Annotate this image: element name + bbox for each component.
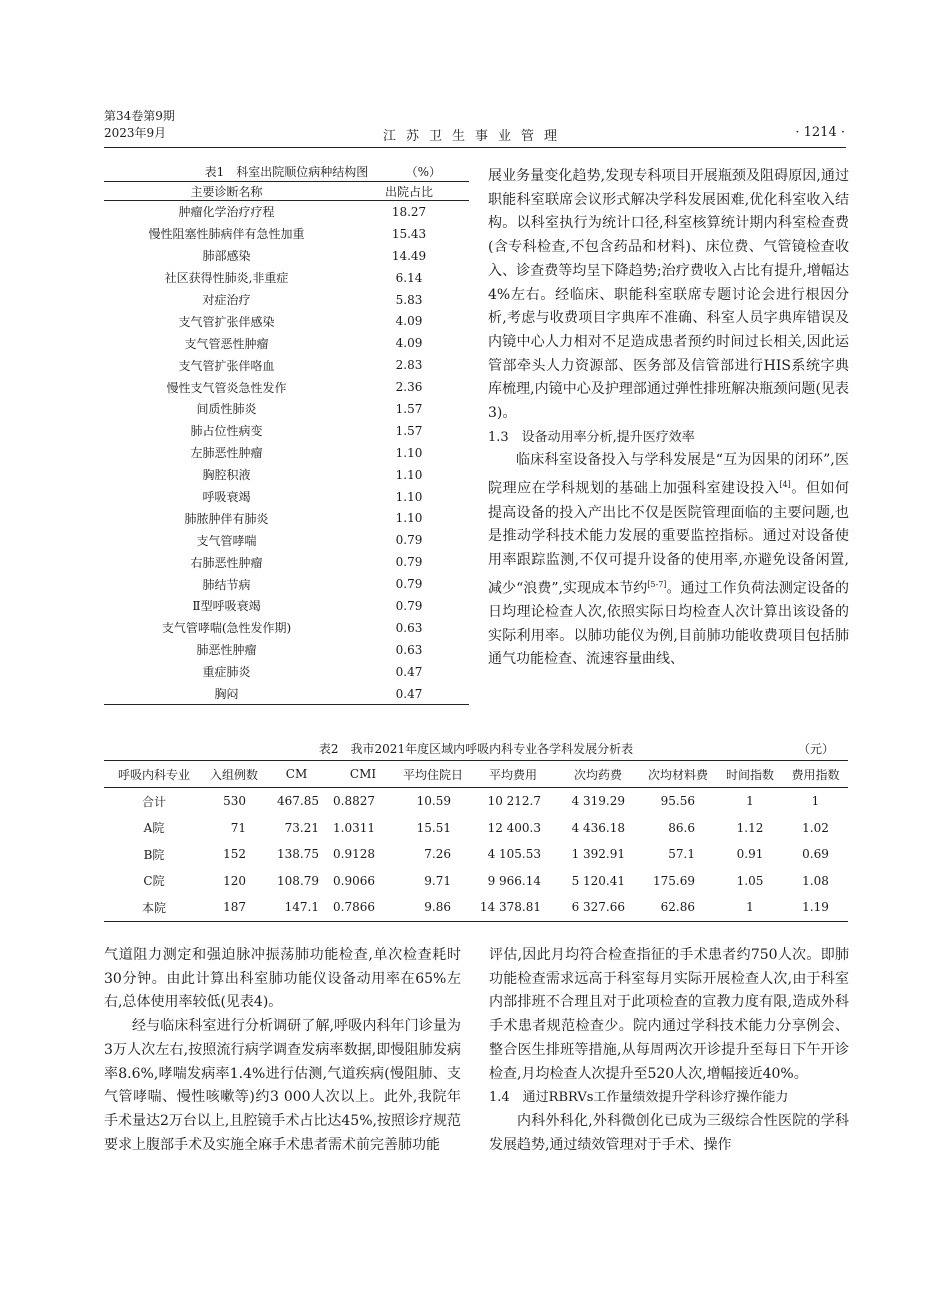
table2-row — [104, 815, 848, 842]
bottom-left-text — [104, 944, 461, 1157]
diagnosis-cell: 重症肺炎 — [202, 665, 251, 680]
table1-col-diagnosis: 主要诊断名称 — [104, 182, 349, 201]
bottom-right-text — [489, 944, 849, 1157]
table1-unit: （%） — [405, 165, 441, 179]
table2-cell: 0.9128 — [333, 847, 375, 862]
diagnosis-cell: 肺脓肿伴有肺炎 — [184, 511, 269, 526]
ratio-cell: 4.09 — [395, 314, 423, 329]
table1-header-row — [104, 182, 469, 201]
table2-cell: 9 966.14 — [487, 873, 541, 888]
table2-cell: 147.1 — [264, 894, 329, 921]
table2-col-header: 次均材料费 — [639, 761, 717, 788]
table2-caption: 表2 我市2021年度区域内呼吸内科专业各学科发展分析表 — [318, 742, 634, 756]
page-number: · 1214 · — [795, 125, 845, 140]
table2-cell: 0.69 — [802, 847, 829, 862]
ratio-cell: 0.63 — [395, 642, 423, 657]
table1-caption: 表1 科室出院顺位病种结构图 — [204, 165, 369, 179]
hospital-cell: A院 — [143, 821, 165, 836]
header-date: 2023年9月 — [104, 126, 167, 140]
table2-cell: 4 436.18 — [571, 820, 625, 835]
table2-cell: 62.86 — [639, 894, 717, 921]
diagnosis-cell: 慢性支气管炎急性发作 — [166, 380, 287, 395]
table2-col-header: 入组例数 — [204, 761, 264, 788]
table2-cell: 152 — [223, 847, 246, 862]
table2-cell: 86.6 — [668, 820, 695, 835]
table2-cell: 175.69 — [653, 873, 695, 888]
hospital-cell: B院 — [143, 847, 165, 862]
text-span: 。通过工作负荷法测定设备的日均理论检查人次,依照实际日均检查人次计算出该设备的实际利用率。以肺功能仪为例,目前肺功能收费项目包括肺通气功能检查、流速容量曲线、 — [488, 580, 849, 668]
diagnosis-cell: 支气管哮喘 — [196, 533, 257, 548]
diagnosis-cell: 支气管恶性肿瘤 — [184, 336, 269, 351]
table2-col-header: 平均住院日 — [397, 761, 469, 788]
table1-row — [104, 289, 469, 311]
table2-header-row — [104, 761, 848, 788]
table1-row — [104, 442, 469, 464]
ratio-cell: 0.47 — [395, 664, 423, 679]
journal-title: 江苏卫生事业管理 — [382, 129, 567, 144]
table2-cell: 1.12 — [736, 820, 764, 835]
table2-cell: 4 105.53 — [487, 847, 541, 862]
diagnosis-cell: 呼吸衰竭 — [202, 490, 251, 505]
table1-row — [104, 223, 469, 245]
diagnosis-cell: 支气管扩张伴咯血 — [178, 358, 275, 373]
diagnosis-cell: 支气管哮喘(急性发作期) — [161, 621, 292, 636]
table2-grid — [104, 760, 848, 922]
ratio-cell: 6.14 — [395, 270, 423, 285]
ratio-cell: 4.09 — [395, 336, 423, 351]
ratio-cell: 0.79 — [395, 598, 423, 613]
table2-cell: 71 — [230, 820, 246, 835]
table2-cell: 1 — [746, 794, 754, 809]
table2-cell: 187 — [204, 894, 264, 921]
table2-cell: 6 327.66 — [557, 894, 639, 921]
table2-cell: 12 400.3 — [487, 820, 541, 835]
section-heading-1-4: 1.4 通过RBRVs工作量绩效提升学科诊疗操作能力 — [489, 1090, 789, 1106]
table1-row — [104, 354, 469, 376]
table2-cell: 10 212.7 — [487, 794, 541, 809]
text-span: 临床科室设备投入与学科发展是“互为因果的闭环”,医院理应在学科规划的基础上加强科室建设投入 — [488, 452, 849, 497]
diagnosis-cell: 肺部感染 — [202, 249, 251, 264]
table1-row — [104, 639, 469, 661]
table2-cell: 138.75 — [277, 847, 319, 862]
table1-row — [104, 201, 469, 223]
ratio-cell: 1.57 — [395, 423, 423, 438]
diagnosis-cell: 间质性肺炎 — [196, 402, 257, 417]
table2-cell: 1.0311 — [333, 820, 375, 835]
table1-row — [104, 420, 469, 442]
ratio-cell: 5.83 — [395, 292, 423, 307]
section-heading-1-3: 1.3 设备动用率分析,提升医疗效率 — [488, 429, 695, 445]
right-column-text — [488, 165, 849, 672]
ratio-cell: 1.10 — [395, 445, 423, 460]
paragraph — [488, 449, 849, 672]
header-rule — [104, 147, 846, 148]
paragraph: 气道阻力测定和强迫脉冲振荡肺功能检查,单次检查耗时30分钟。由此计算出科室肺功能仪设备动用率在65%左右,总体使用率较低(见表4)。 — [104, 947, 461, 1011]
ratio-cell: 1.10 — [395, 467, 423, 482]
table2-cell: 95.56 — [660, 794, 695, 809]
ratio-cell: 1.10 — [395, 489, 423, 504]
table2-cell: 1.08 — [802, 873, 829, 888]
table2-cell: 57.1 — [668, 847, 695, 862]
ratio-cell: 2.83 — [395, 358, 423, 373]
paragraph: 经与临床科室进行分析调研了解,呼吸内科年门诊量为3万人次左右,按照流行病学调查发病率数据,即慢阻肺发病率8.6%,哮喘发病率1.4%进行估测,气道疾病(慢阻肺、支气管哮喘、慢性咳嗽等)约3 000人次以上。此外,我院年手术量达2万台以上,且腔镜手术占比达45%,按照诊疗规范要求上腹部手术及实施全麻手术患者需术前完善肺功能 — [104, 1018, 461, 1153]
ratio-cell: 14.49 — [391, 248, 427, 263]
diagnosis-cell: 对症治疗 — [202, 293, 251, 307]
table1-row — [104, 486, 469, 508]
text-span: 。但如何提高设备的投入产出比不仅是医院管理面临的主要问题,也是推动学科技术能力发展的重要监控指标。通过对设备使用率跟踪监测,不仅可提升设备的使用率,亦避免设备闲置,减少“浪费”,实现成本节约 — [488, 480, 850, 597]
ratio-cell: 1.57 — [395, 401, 423, 416]
table1-row — [104, 245, 469, 267]
table2-col-header: 呼吸内科专业 — [104, 761, 204, 788]
ratio-cell: 0.79 — [395, 577, 423, 592]
table2-cell: 10.59 — [416, 794, 451, 809]
table2-cell: 4 319.29 — [571, 794, 625, 809]
table2-cell: 1.02 — [802, 820, 829, 835]
table1-row — [104, 595, 469, 617]
table2-cell: 73.21 — [284, 820, 319, 835]
diagnosis-cell: 左肺恶性肿瘤 — [190, 446, 263, 461]
table2-col-header: 时间指数 — [717, 761, 783, 788]
table2-cell: 0.8827 — [333, 794, 375, 809]
table2-cell: 1 — [811, 794, 820, 809]
table2-unit: （元） — [797, 742, 834, 756]
ratio-cell: 0.63 — [395, 620, 423, 635]
table1-row — [104, 267, 469, 289]
table2-cell: 7.26 — [424, 847, 451, 862]
table2-cell: 9.86 — [397, 894, 469, 921]
diagnosis-cell: 胸腔积液 — [202, 468, 251, 483]
paragraph: 评估,因此月均符合检查指征的手术患者约750人次。即肺功能检查需求远高于科室每月实际开展检查人次,由于科室内部排班不合理且对于此项检查的宣教力度有限,造成外科手术患者规范检查少。院内通过学科技术能力分享例会、整合医生排班等措施,从每周两次开诊提升至每日下午开诊检查,月均检查人次提升至520人次,增幅接近40%。 — [489, 947, 849, 1082]
table1-row — [104, 507, 469, 529]
table1-grid — [104, 181, 469, 705]
table2-cell: 1.05 — [736, 873, 764, 888]
table1-col-ratio: 出院占比 — [349, 182, 469, 201]
table2-row — [104, 868, 848, 895]
paragraph: 展业务量变化趋势,发现专科项目开展瓶颈及阻碍原因,通过职能科室联席会议形式解决学科发展困难,优化科室收入结构。以科室执行为统计口径,科室核算统计期内科室检查费(含专科检查,不包含药品和材料)、床位费、气管镜检查收入、诊查费等均呈下降趋势;治疗费收入占比有提升,增幅达4%左右。经临床、职能科室联席专题讨论会进行根因分析,考虑与收费项目字典库不准确、科室人员字典库错误及内镜中心人力相对不足造成患者预约时间过长相关,因此运管部牵头人力资源部、医务部及信管部进行HIS系统字典库梳理,内镜中心及护理部通过弹性排班解决瓶颈问题(见表3)。 — [488, 168, 849, 422]
hospital-cell: 本院 — [104, 894, 204, 921]
ratio-cell: 1.10 — [395, 511, 423, 526]
table2-row — [104, 841, 848, 868]
diagnosis-cell: Ⅱ型呼吸衰竭 — [192, 599, 261, 614]
table1-row — [104, 332, 469, 354]
table1 — [104, 163, 469, 705]
table2-cell: 1 392.91 — [571, 847, 625, 862]
table2-cell: 467.85 — [277, 794, 319, 809]
table2-cell: 1 — [717, 894, 783, 921]
table1-row — [104, 376, 469, 398]
table2-cell: 1.19 — [783, 894, 848, 921]
table1-row — [104, 617, 469, 639]
ratio-cell: 0.79 — [395, 533, 423, 548]
table2-col-header: 平均费用 — [469, 761, 557, 788]
table1-row — [104, 464, 469, 486]
table2-cell: 5 120.41 — [571, 873, 625, 888]
table2-cell: 120 — [223, 873, 246, 888]
table2-cell: 0.91 — [736, 847, 764, 862]
table1-row — [104, 573, 469, 595]
table2-cell: 0.9066 — [333, 873, 375, 888]
ratio-cell: 0.47 — [349, 683, 469, 705]
table2-col-header: 费用指数 — [783, 761, 848, 788]
table2 — [104, 740, 848, 922]
table2-cell: 14 378.81 — [469, 894, 557, 921]
table2-cell: 108.79 — [277, 873, 319, 888]
table1-row — [104, 310, 469, 332]
ratio-cell: 15.43 — [391, 226, 427, 241]
table2-row — [104, 894, 848, 921]
ratio-cell: 2.36 — [395, 380, 423, 395]
table2-row — [104, 788, 848, 815]
citation-ref[interactable]: [5-7] — [647, 579, 667, 589]
diagnosis-cell: 肺恶性肿瘤 — [196, 643, 257, 658]
ratio-cell: 0.79 — [395, 555, 423, 570]
table2-cell: 15.51 — [416, 820, 451, 835]
table2-cell: 530 — [223, 794, 246, 809]
header-volume: 第34卷第9期 — [104, 109, 175, 123]
diagnosis-cell: 肺占位性病变 — [190, 424, 263, 439]
table1-row — [104, 661, 469, 683]
table2-cell: 9.71 — [424, 873, 451, 888]
diagnosis-cell: 慢性阻塞性肺病伴有急性加重 — [148, 227, 305, 242]
ratio-cell: 18.27 — [391, 204, 427, 219]
table1-caption-row — [104, 163, 469, 181]
table2-caption-row — [104, 740, 848, 760]
paragraph: 内科外科化,外科微创化已成为三级综合性医院的学科发展趋势,通过绩效管理对于手术、操作 — [489, 1112, 849, 1153]
table2-cell: 0.7866 — [329, 894, 397, 921]
table2-col-header: CM — [264, 761, 329, 788]
table1-row — [104, 398, 469, 420]
hospital-cell: C院 — [143, 874, 165, 889]
diagnosis-cell: 右肺恶性肿瘤 — [190, 555, 263, 570]
table2-col-header: CMI — [329, 761, 397, 788]
citation-ref[interactable]: [4] — [779, 480, 791, 490]
diagnosis-cell: 胸闷 — [104, 683, 349, 705]
diagnosis-cell: 肺结节病 — [202, 577, 251, 592]
diagnosis-cell: 支气管扩张伴感染 — [178, 314, 275, 329]
hospital-cell: 合计 — [141, 794, 166, 809]
table1-row — [104, 551, 469, 573]
diagnosis-cell: 肿瘤化学治疗疗程 — [178, 205, 275, 220]
table2-col-header: 次均药费 — [557, 761, 639, 788]
diagnosis-cell: 社区获得性肺炎,非重症 — [164, 271, 289, 286]
table1-row — [104, 683, 469, 705]
table1-row — [104, 529, 469, 551]
